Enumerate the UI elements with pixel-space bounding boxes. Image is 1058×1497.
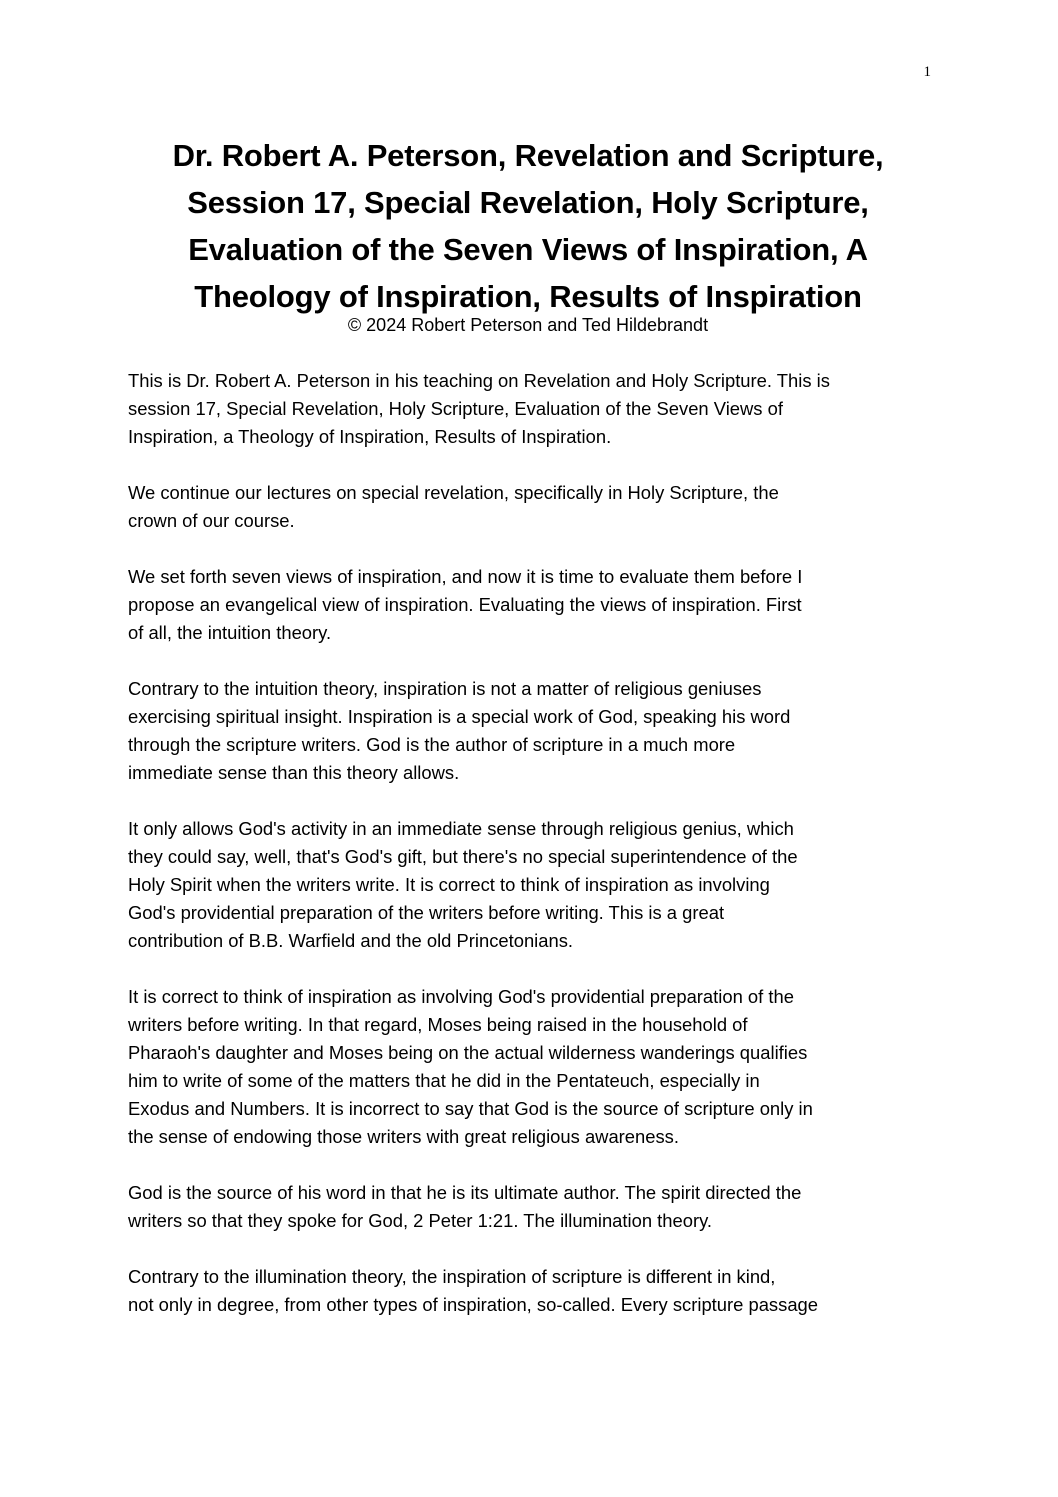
text-line: It is correct to think of inspiration as involving God's providential preparation of the [128, 986, 794, 1007]
text-line: crown of our course. [128, 510, 295, 531]
page-number: 1 [923, 64, 931, 80]
paragraph [128, 1263, 926, 1319]
text-line: God is the source of his word in that he is its ultimate author. The spirit directed the [128, 1182, 802, 1203]
text-line: writers so that they spoke for God, 2 Peter 1:21. The illumination theory. [128, 1210, 713, 1231]
text-line: It only allows God's activity in an immediate sense through religious genius, which [128, 818, 794, 839]
text-line: exercising spiritual insight. Inspiration is a special work of God, speaking his word [128, 706, 791, 727]
document-body [128, 367, 926, 1347]
document-title [128, 132, 928, 320]
text-line: contribution of B.B. Warfield and the old Princetonians. [128, 930, 574, 951]
text-line: Inspiration, a Theology of Inspiration, Results of Inspiration. [128, 426, 612, 447]
paragraph [128, 367, 926, 451]
title-line: Session 17, Special Revelation, Holy Scripture, [187, 185, 869, 220]
text-line: We continue our lectures on special revelation, specifically in Holy Scripture, the [128, 482, 779, 503]
paragraph [128, 815, 926, 955]
text-line: they could say, well, that's God's gift, but there's no special superintendence of the [128, 846, 798, 867]
text-line: Exodus and Numbers. It is incorrect to say that God is the source of scripture only in [128, 1098, 813, 1119]
text-line: God's providential preparation of the writers before writing. This is a great [128, 902, 725, 923]
text-line: the sense of endowing those writers with great religious awareness. [128, 1126, 679, 1147]
paragraph [128, 983, 926, 1151]
text-line: through the scripture writers. God is the author of scripture in a much more [128, 734, 736, 755]
text-line: propose an evangelical view of inspiration. Evaluating the views of inspiration. First [128, 594, 802, 615]
paragraph [128, 563, 926, 647]
text-line: Contrary to the intuition theory, inspiration is not a matter of religious geniuses [128, 678, 762, 699]
text-line: session 17, Special Revelation, Holy Scripture, Evaluation of the Seven Views of [128, 398, 783, 419]
paragraph [128, 1179, 926, 1235]
text-line: him to write of some of the matters that he did in the Pentateuch, especially in [128, 1070, 760, 1091]
text-line: Contrary to the illumination theory, the inspiration of scripture is different in kind, [128, 1266, 776, 1287]
title-line: Dr. Robert A. Peterson, Revelation and Scripture, [172, 138, 884, 173]
text-line: This is Dr. Robert A. Peterson in his teaching on Revelation and Holy Scripture. This is [128, 370, 830, 391]
paragraph [128, 675, 926, 787]
text-line: writers before writing. In that regard, Moses being raised in the household of [128, 1014, 748, 1035]
copyright-notice: © 2024 Robert Peterson and Ted Hildebrandt [347, 315, 709, 335]
text-line: We set forth seven views of inspiration, and now it is time to evaluate them before I [128, 566, 803, 587]
text-line: not only in degree, from other types of inspiration, so-called. Every scripture passage [128, 1294, 818, 1315]
paragraph [128, 479, 926, 535]
text-line: Holy Spirit when the writers write. It is correct to think of inspiration as involving [128, 874, 770, 895]
title-line: Evaluation of the Seven Views of Inspiration, A [188, 232, 868, 267]
text-line: of all, the intuition theory. [128, 622, 332, 643]
title-line: Theology of Inspiration, Results of Inspiration [194, 279, 862, 314]
text-line: immediate sense than this theory allows. [128, 762, 460, 783]
text-line: Pharaoh's daughter and Moses being on the actual wilderness wanderings qualifies [128, 1042, 808, 1063]
